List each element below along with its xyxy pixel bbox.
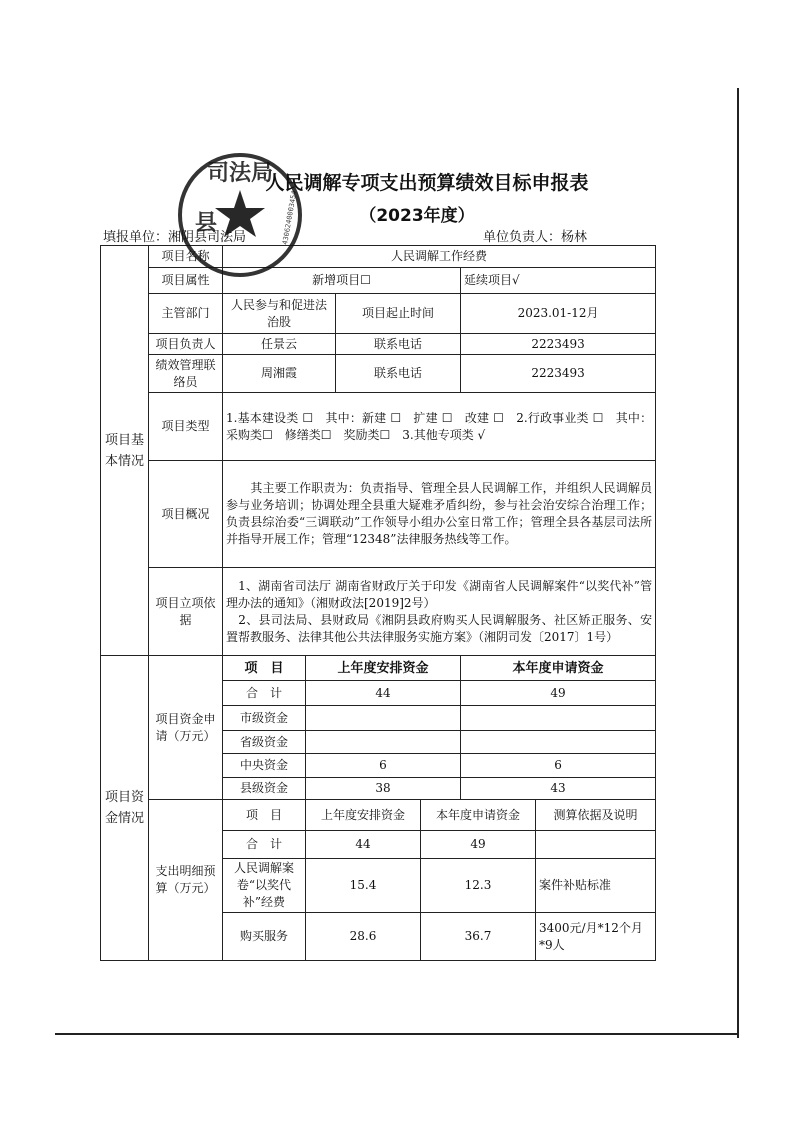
project-name: 人民调解工作经费 [223, 246, 656, 268]
header: 上年度安排资金 [306, 800, 421, 831]
item: 中央资金 [223, 754, 306, 778]
attr-continued: 延续项目√ [461, 268, 656, 294]
fill-unit: 填报单位：湘阴县司法局 [103, 230, 247, 245]
note: 案件补贴标准 [536, 859, 656, 913]
prev: 15.4 [306, 859, 421, 913]
cur: 43 [461, 778, 656, 800]
label: 联系电话 [336, 355, 461, 393]
header: 测算依据及说明 [536, 800, 656, 831]
label: 项目起止时间 [336, 294, 461, 334]
cur: 12.3 [421, 859, 536, 913]
header: 项 目 [223, 800, 306, 831]
attr-new: 新增项目☐ [223, 268, 461, 294]
label: 支出明细预算（万元） [149, 800, 223, 961]
item: 合 计 [223, 681, 306, 706]
header: 上年度安排资金 [306, 656, 461, 681]
prev: 44 [306, 681, 461, 706]
document-title: 人民调解专项支出预算绩效目标申报表 [265, 172, 589, 194]
scan-border-bottom [55, 1033, 739, 1035]
note [536, 831, 656, 859]
prev [306, 706, 461, 731]
item: 县级资金 [223, 778, 306, 800]
prev [306, 731, 461, 754]
svg-text:县: 县 [195, 211, 218, 236]
label: 联系电话 [336, 334, 461, 355]
phone-value: 2223493 [461, 334, 656, 355]
prev: 38 [306, 778, 461, 800]
label: 项目立项依据 [149, 568, 223, 656]
dept-value: 人民参与和促进法治股 [223, 294, 336, 334]
item: 合 计 [223, 831, 306, 859]
label: 项目概况 [149, 461, 223, 568]
section-basic: 项目基本情况 [101, 246, 149, 656]
scan-border-right [737, 88, 739, 1038]
cur [461, 706, 656, 731]
cur: 6 [461, 754, 656, 778]
header: 本年度申请资金 [461, 656, 656, 681]
svg-text:司法局: 司法局 [206, 161, 274, 186]
prev: 28.6 [306, 913, 421, 961]
header: 项 目 [223, 656, 306, 681]
cur: 36.7 [421, 913, 536, 961]
item: 市级资金 [223, 706, 306, 731]
label: 项目名称 [149, 246, 223, 268]
official-seal [175, 150, 305, 280]
project-basis [223, 568, 656, 656]
cur: 49 [461, 681, 656, 706]
svg-text:4306240003454: 4306240003454 [281, 189, 299, 246]
note: 3400元/月*12个月*9人 [536, 913, 656, 961]
leader-value: 任景云 [223, 334, 336, 355]
item: 省级资金 [223, 731, 306, 754]
item: 购买服务 [223, 913, 306, 961]
label: 绩效管理联络员 [149, 355, 223, 393]
cur [461, 731, 656, 754]
project-overview: 其主要工作职责为：负责指导、管理全县人民调解工作，并组织人民调解员参与业务培训；协调处理全县重大疑难矛盾纠纷，参与社会治安综合治理工作；负责县综治委“三调联动”工作领导小组办公室日常工作；管理全县各基层司法所并指导开展工作；管理“12348”法律服务热线等工作。 [223, 461, 656, 568]
cur: 49 [421, 831, 536, 859]
label: 项目资金申请（万元） [149, 656, 223, 800]
header: 本年度申请资金 [421, 800, 536, 831]
item: 人民调解案卷“以奖代补”经费 [223, 859, 306, 913]
label: 项目属性 [149, 268, 223, 294]
prev: 44 [306, 831, 421, 859]
unit-head: 单位负责人：杨林 [483, 230, 588, 245]
label: 主管部门 [149, 294, 223, 334]
label: 项目负责人 [149, 334, 223, 355]
document-year: （2023年度） [359, 206, 475, 226]
prev: 6 [306, 754, 461, 778]
section-funds: 项目资金情况 [101, 656, 149, 961]
project-type: 1.基本建设类 ☐ 其中：新建 ☐ 扩建 ☐ 改建 ☐ 2.行政事业类 ☐ 其中：采购类☐ 修缮类☐ 奖励类☐ 3.其他专项类 √ [223, 393, 656, 461]
basis-item: 1、湖南省司法厅 湖南省财政厅关于印发《湖南省人民调解案件“以奖代补”管理办法的通知》（湘财政法[2019]2号） [226, 578, 653, 610]
perf-value: 周湘霞 [223, 355, 336, 393]
perf-phone-value: 2223493 [461, 355, 656, 393]
period-value: 2023.01-12月 [461, 294, 656, 334]
budget-table [100, 245, 656, 961]
label: 项目类型 [149, 393, 223, 461]
basis-item: 2、县司法局、县财政局《湘阴县政府购买人民调解服务、社区矫正服务、安置帮教服务、法律其他公共法律服务实施方案》（湘阴司发〔2017〕1号） [226, 612, 653, 644]
